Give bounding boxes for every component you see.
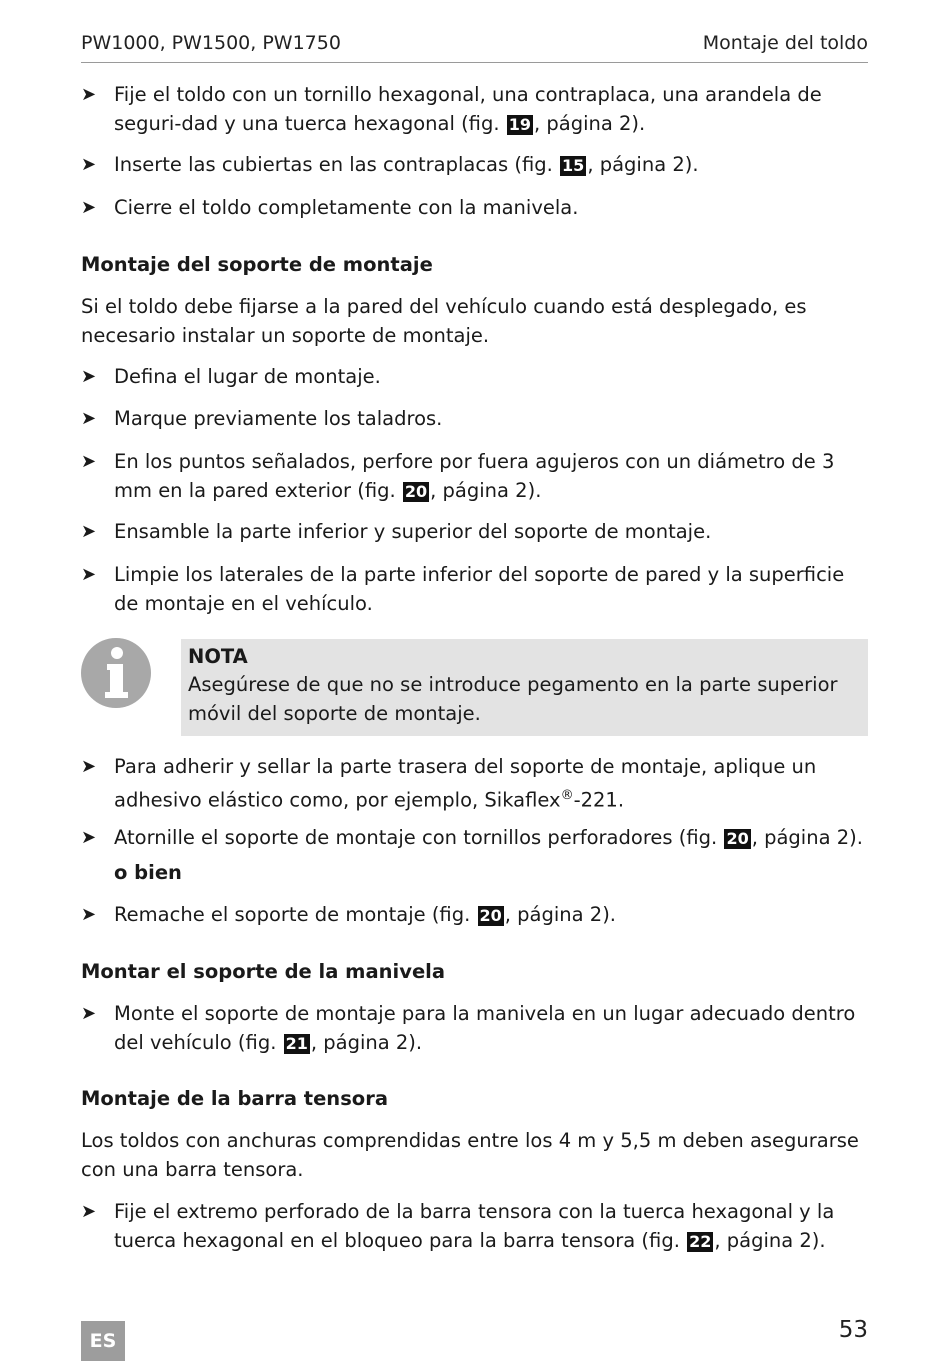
step-text: Ensamble la parte inferior y superior del soporte de montaje. bbox=[114, 520, 712, 543]
step-text-end: , página 2). bbox=[751, 826, 863, 849]
figure-ref: 19 bbox=[508, 114, 531, 134]
or-alternative: o bien bbox=[114, 861, 182, 884]
arrow-icon: ➤ bbox=[81, 564, 97, 585]
arrow-icon: ➤ bbox=[81, 1201, 97, 1222]
figure-ref: 20 bbox=[404, 481, 428, 501]
step-text: Monte el soporte de montaje para la manivela en un lugar adecuado dentro del vehículo (fig. bbox=[114, 1002, 856, 1054]
section-heading-tension-bar: Montaje de la barra tensora bbox=[81, 1087, 388, 1110]
page-header bbox=[81, 30, 868, 63]
step-mount-crank-holder bbox=[81, 1000, 871, 1057]
step-text: Marque previamente los taladros. bbox=[114, 407, 443, 430]
section-heading-mounting-bracket: Montaje del soporte de montaje bbox=[81, 253, 433, 276]
step-text: Inserte las cubiertas en las contraplacas (fig. bbox=[114, 153, 560, 176]
note-title: NOTA bbox=[188, 645, 248, 668]
figure-ref: 15 bbox=[562, 156, 585, 175]
step-rivet-bracket bbox=[81, 901, 871, 930]
step-text: Remache el soporte de montaje (fig. bbox=[114, 903, 477, 926]
arrow-icon: ➤ bbox=[81, 521, 97, 542]
step-text: Defina el lugar de montaje. bbox=[114, 365, 381, 388]
step-screw-bracket bbox=[81, 824, 871, 853]
step-assemble-bracket bbox=[81, 518, 871, 547]
arrow-icon: ➤ bbox=[81, 197, 97, 218]
note-text: Asegúrese de que no se introduce pegamento en la parte superior móvil del soporte de montaje. bbox=[188, 673, 838, 725]
step-text-end: , página 2). bbox=[587, 153, 699, 176]
step-drill-holes bbox=[81, 448, 871, 505]
registered-mark: ® bbox=[560, 787, 574, 803]
step-text-end: , página 2). bbox=[504, 903, 617, 926]
step-close-awning bbox=[81, 194, 871, 223]
step-fix-tension-bar bbox=[81, 1198, 871, 1255]
arrow-icon: ➤ bbox=[81, 366, 97, 387]
step-text: Cierre el toldo completamente con la manivela. bbox=[114, 196, 579, 219]
header-section-title: Montaje del toldo bbox=[702, 32, 868, 54]
arrow-icon: ➤ bbox=[81, 904, 97, 925]
arrow-icon: ➤ bbox=[81, 451, 97, 472]
figure-ref: 20 bbox=[726, 829, 749, 848]
step-text: Atornille el soporte de montaje con tornillos perforadores (fig. bbox=[114, 826, 724, 849]
step-apply-adhesive bbox=[81, 753, 871, 815]
header-product-models: PW1000, PW1500, PW1750 bbox=[81, 32, 341, 54]
step-text-end: , página 2). bbox=[310, 1030, 423, 1054]
figure-ref: 22 bbox=[689, 1231, 712, 1251]
step-clean-surfaces bbox=[81, 561, 871, 618]
arrow-icon: ➤ bbox=[81, 827, 97, 848]
step-text: Para adherir y sellar la parte trasera del soporte de montaje, aplique un adhesivo elástico como, por ejemplo, Sikaflex bbox=[114, 755, 817, 811]
page-number: 53 bbox=[838, 1317, 868, 1343]
figure-ref: 20 bbox=[479, 906, 502, 925]
arrow-icon: ➤ bbox=[81, 756, 97, 777]
step-define-location bbox=[81, 363, 871, 392]
step-fix-awning bbox=[81, 81, 871, 138]
arrow-icon: ➤ bbox=[81, 1003, 97, 1024]
language-badge: ES bbox=[81, 1321, 125, 1361]
figure-ref: 21 bbox=[285, 1033, 308, 1053]
step-insert-covers bbox=[81, 151, 871, 180]
section-intro: Si el toldo debe fijarse a la pared del vehículo cuando está desplegado, es necesario instalar un soporte de montaje. bbox=[81, 295, 807, 347]
step-text: En los puntos señalados, perfore por fuera agujeros con un diámetro de 3 mm en la pared exterior (fig. bbox=[114, 450, 835, 502]
step-text: Limpie los laterales de la parte inferior del soporte de pared y la superficie de montaje en el vehículo. bbox=[114, 563, 845, 615]
step-text-end: -221. bbox=[573, 788, 625, 811]
note-box bbox=[181, 639, 868, 736]
section-heading-crank-holder: Montar el soporte de la manivela bbox=[81, 960, 446, 983]
arrow-icon: ➤ bbox=[81, 84, 97, 105]
info-icon bbox=[81, 638, 151, 708]
arrow-icon: ➤ bbox=[81, 154, 97, 175]
arrow-icon: ➤ bbox=[81, 408, 97, 429]
step-text-end: , página 2). bbox=[534, 111, 646, 135]
step-text: Fije el extremo perforado de la barra tensora con la tuerca hexagonal y la tuerca hexagonal en el bloqueo para la barra tensora (fig. bbox=[114, 1200, 835, 1252]
step-text-end: , página 2). bbox=[430, 478, 542, 502]
step-mark-holes bbox=[81, 405, 871, 434]
step-text: Fije el toldo con un tornillo hexagonal, una contraplaca, una arandela de seguri-dad y una tuerca hexagonal (fig. bbox=[114, 83, 822, 135]
section-intro: Los toldos con anchuras comprendidas entre los 4 m y 5,5 m deben asegurarse con una barra tensora. bbox=[81, 1129, 859, 1181]
step-text-end: , página 2). bbox=[714, 1228, 826, 1252]
